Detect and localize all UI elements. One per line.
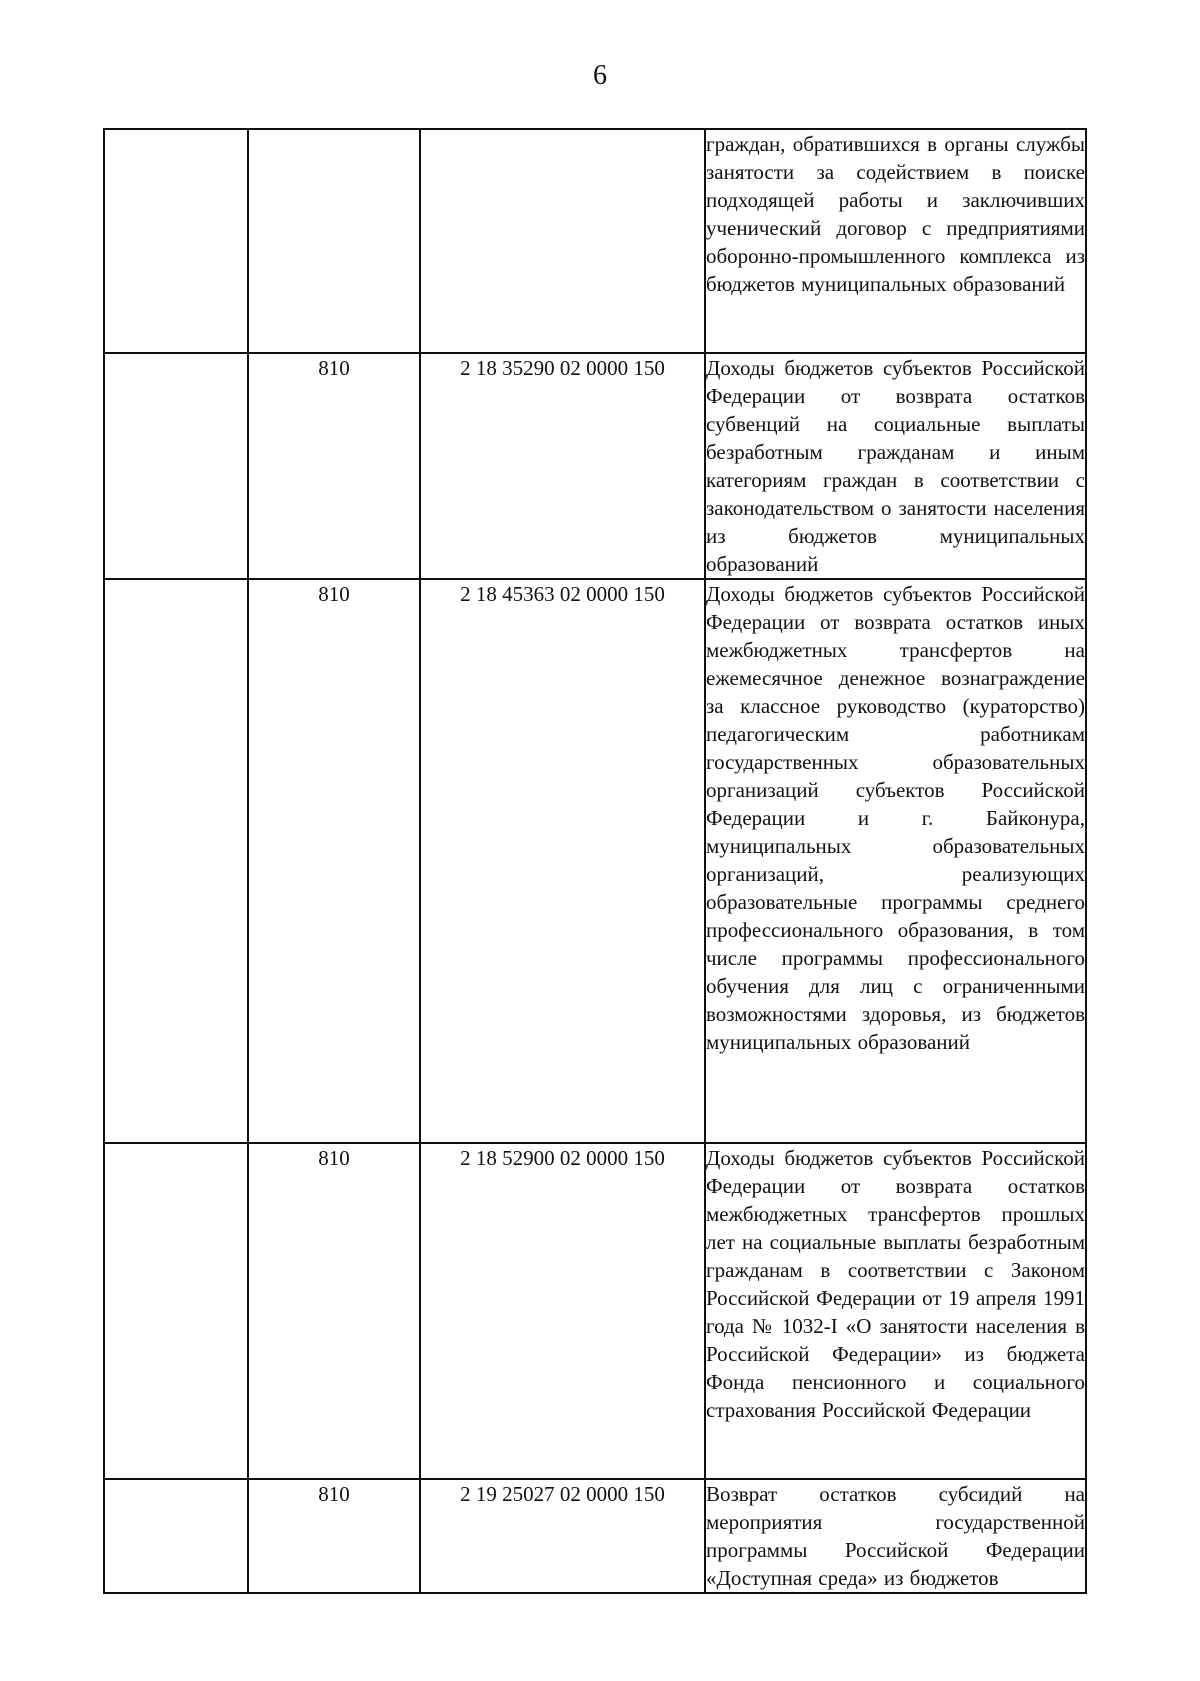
admin-code-cell — [248, 129, 420, 353]
budget-codes-table — [103, 128, 1087, 1594]
page-number: 6 — [593, 60, 607, 91]
description-cell: Доходы бюджетов субъектов Российской Федерации от возврата остатков иных межбюджетных трансфертов на ежемесячное денежное вознаграждение за классное руководство (кураторство) педагогическим работникам государственных образовательных организаций субъектов Российской Федерации и г. Байконура, муниципальных образовательных организаций, реализующих образовательные программы среднего профессионального образования, в том числе программы профессионального обучения для лиц с ограниченными возможностями здоровья, из бюджетов муниципальных образований — [705, 579, 1086, 1143]
admin-code-cell: 810 — [248, 1479, 420, 1593]
empty-cell — [104, 129, 248, 353]
admin-code-cell: 810 — [248, 579, 420, 1143]
admin-code-cell: 810 — [248, 1143, 420, 1479]
admin-code-cell: 810 — [248, 353, 420, 579]
kbk-code-cell: 2 18 35290 02 0000 150 — [420, 353, 705, 579]
kbk-code-cell — [420, 129, 705, 353]
description-cell: Доходы бюджетов субъектов Российской Федерации от возврата остатков субвенций на социальные выплаты безработным гражданам и иным категориям граждан в соответствии с законодательством о занятости населения из бюджетов муниципальных образований — [705, 353, 1086, 579]
table-row — [104, 129, 1086, 353]
table-row — [104, 353, 1086, 579]
kbk-code-cell: 2 18 52900 02 0000 150 — [420, 1143, 705, 1479]
table-row — [104, 1143, 1086, 1479]
empty-cell — [104, 1143, 248, 1479]
kbk-code-cell: 2 19 25027 02 0000 150 — [420, 1479, 705, 1593]
description-cell: Возврат остатков субсидий на мероприятия государственной программы Российской Федерации «Доступная среда» из бюджетов — [705, 1479, 1086, 1593]
empty-cell — [104, 353, 248, 579]
description-cell: граждан, обратившихся в органы службы занятости за содействием в поиске подходящей работы и заключивших ученический договор с предприятиями оборонно-промышленного комплекса из бюджетов муниципальных образований — [705, 129, 1086, 353]
empty-cell — [104, 1479, 248, 1593]
table-row — [104, 1479, 1086, 1593]
kbk-code-cell: 2 18 45363 02 0000 150 — [420, 579, 705, 1143]
table-row — [104, 579, 1086, 1143]
empty-cell — [104, 579, 248, 1143]
description-cell: Доходы бюджетов субъектов Российской Федерации от возврата остатков межбюджетных трансфертов прошлых лет на социальные выплаты безработным гражданам в соответствии с Законом Российской Федерации от 19 апреля 1991 года № 1032-I «О занятости населения в Российской Федерации» из бюджета Фонда пенсионного и социального страхования Российской Федерации — [705, 1143, 1086, 1479]
